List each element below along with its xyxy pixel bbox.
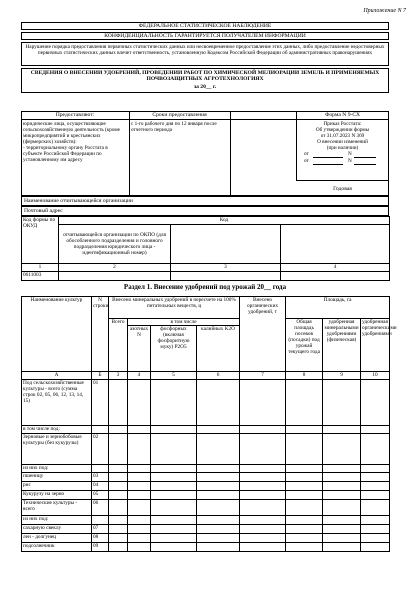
form-number: Форма N 9-СХ	[324, 112, 361, 118]
code-label: Код	[59, 217, 390, 225]
header-line1: ФЕДЕРАЛЬНОЕ СТАТИСТИЧЕСКОЕ НАБЛЮДЕНИЕ	[21, 22, 389, 30]
report-title-box	[21, 68, 389, 93]
deadlines-header: Сроки предоставления	[152, 112, 207, 118]
col-area-header: Площадь, га	[286, 297, 390, 319]
col-potassium-header: калийных K2O	[197, 326, 240, 372]
col-phosphorus-header: фосфорных (включая фосфоритную муку) P2O5	[151, 326, 197, 372]
col-nitrogen-header: азотных N	[128, 326, 151, 372]
okpo-label: отчитывающейся организации по ОКПО (для обособленного подразделения и головного подразделения юридического лица - идентификационный номер)	[59, 225, 171, 264]
report-title: СВЕДЕНИЯ О ВНЕСЕНИИ УДОБРЕНИЙ, ПРОВЕДЕНИИ РАБОТ ПО ХИМИЧЕСКОЙ МЕЛИОРАЦИИ ЗЕМЕЛЬ И ПРИМЕНЯЕМЫХ ПОЧВОЗАЩИТНЫХ АГРОТЕХНОЛОГИЯХ	[30, 70, 380, 83]
col-total-header: Всего	[109, 319, 128, 372]
col-fert-org-header: удобренная органическими удобрениями	[361, 319, 390, 372]
col-fert-min-header: удобренная минеральными удобрениями (физическая)	[323, 319, 361, 372]
table-row: Под сельскохозяйственные культуры - всего (сумма строк 02, 05, 06, 12, 13, 14, 15) 01	[22, 380, 390, 426]
column-numbers-row: А Б 3 4 5 6 7 8 9 10	[22, 372, 390, 380]
table-row: сахарную свеклу 07	[22, 525, 390, 534]
header-warning: Нарушение порядка предоставления первичных статистических данных или несвоевременное предоставление этих данных, либо предоставление недостоверных первичных статистических данных влечет ответственность, установленную Кодексом Российской Федерации об административных правонарушениях	[21, 42, 389, 66]
col-crop-header: Наименование культур	[22, 297, 92, 372]
submitters-header: Предоставляют:	[55, 112, 95, 118]
submitters-text: юридические лица, осуществляющие сельскохозяйственную деятельность (кроме микропредприятий и крестьянских (фермерских) хозяйств): - территориальному органу Росстата в субъекте Российской Федерации по установленному им адресу	[23, 121, 120, 163]
table-row: в том числе под:	[22, 426, 390, 434]
table-row: рис 04	[22, 482, 390, 491]
okud-code: 0611003	[22, 272, 59, 281]
section1-title: Раздел 1. Внесение удобрений под урожай 20__ года	[123, 283, 287, 291]
appendix-label: Приложение N 7	[363, 8, 406, 14]
col-mineral-header: Внесено минеральных удобрений в пересчете на 100% питательных веществ, ц	[109, 297, 240, 319]
col-line-header: N строки	[92, 297, 109, 372]
table-row: подсолнечник 09	[22, 543, 390, 552]
header-line2: КОНФИДЕНЦИАЛЬНОСТЬ ГАРАНТИРУЕТСЯ ПОЛУЧАТЕЛЕМ ИНФОРМАЦИИ	[21, 32, 389, 40]
periodicity: Годовая	[333, 186, 352, 192]
postal-address-row: Почтовый адрес	[21, 206, 389, 216]
deadlines-text: с 1-го рабочего дня по 12 января после отчетного периода	[131, 121, 217, 133]
table-row: Зерновые и зернобобовые культуры (без кукурузы) 02	[22, 434, 390, 465]
report-period: за 20__ г.	[193, 83, 217, 90]
table-row: из них под:	[22, 516, 390, 525]
table-row: пшеницу 03	[22, 473, 390, 482]
fertilizer-table: Наименование культур N строки Внесено минеральных удобрений в пересчете на 100% питательных веществ, ц Внесено органических удобрений, т Площадь, га Всего в том числе Общая площадь посевов (посадки) под урожай текущего года удобренная минеральными удобрениями (физическая) удобренная органическими удобрениями азотных N фосфорных (включая фосфоритную муку) P2O5 калийных K2O А Б 3 4 5 6 7 8 9 10 Под сельскохозяйственные культуры - всего (сумма строк 02, 05, 06, 12, 13, 14, 15) 01 в том числе под: Зерновые и зернобобовые культуры (без кукурузы) 02 из них под: пшеницу 03 рис 04 Кукурузу на зерно 05 Технические культуры - всего 06 из них под: сахарную свеклу 07 лен - долгунец 08 подсолнечник 09	[21, 296, 390, 552]
codes-table: Код формы по ОКУД Код отчитывающейся организации по ОКПО (для обособленного подразделения и головного подразделения юридического лица - идентификационный номер) 1 2 3 4 0611003	[21, 216, 390, 281]
table-row: Технические культуры - всего 06	[22, 500, 390, 516]
order-block: Приказ Росстата: Об утверждении формы от 31.07.2023 N 369 О внесении изменений (при наличии) от N от N	[296, 121, 389, 165]
table-row: Кукурузу на зерно 05	[22, 491, 390, 500]
col-organic-header: Внесено органических удобрений, т	[240, 297, 286, 372]
col-sown-header: Общая площадь посевов (посадки) под урожай текущего года	[286, 319, 323, 372]
org-name-row: Наименование отчитывающейся организации	[21, 196, 389, 206]
table-row: лен - долгунец 08	[22, 534, 390, 543]
okud-label: Код формы по ОКУД	[22, 217, 59, 264]
table-row: из них под:	[22, 465, 390, 473]
